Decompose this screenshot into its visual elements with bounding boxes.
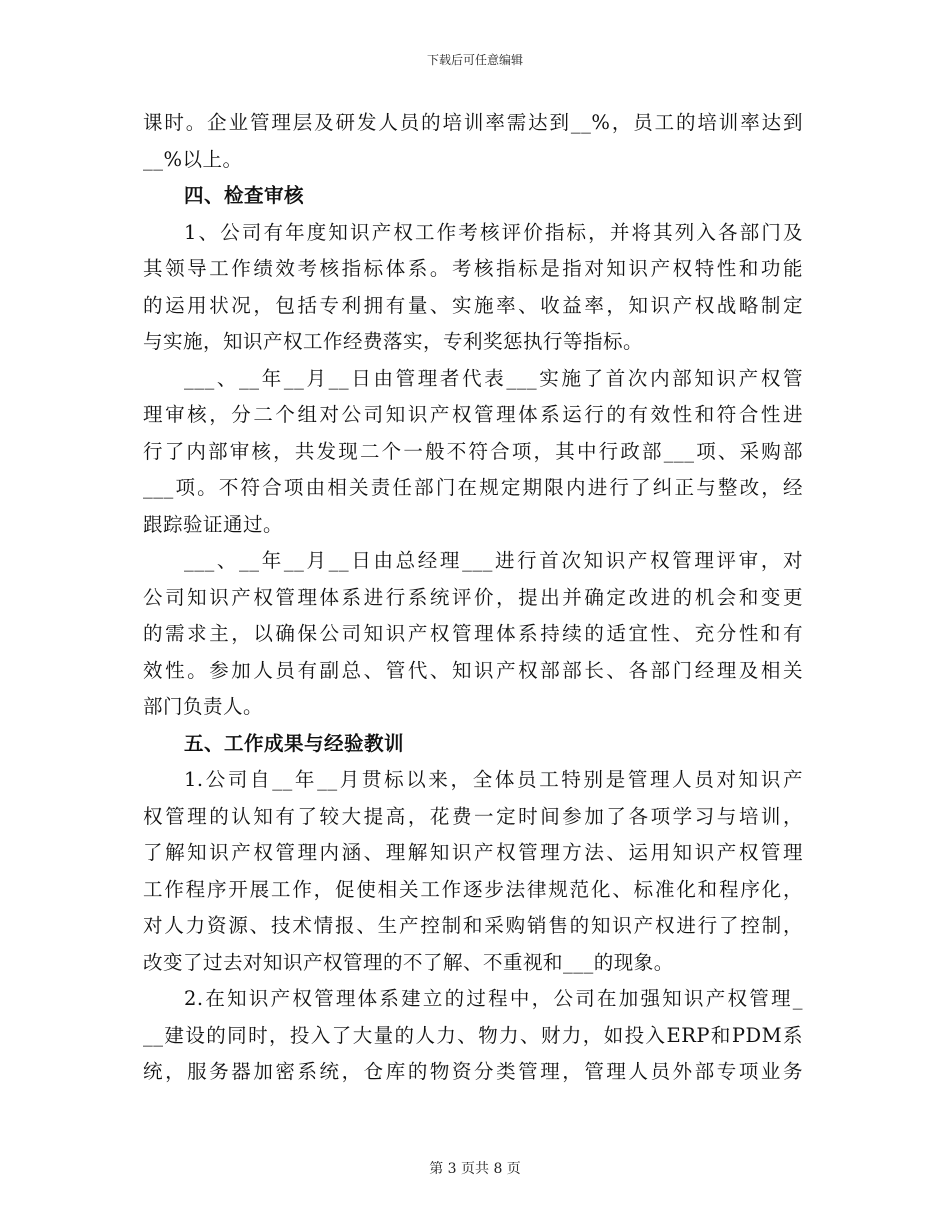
page-header: 下载后可任意编辑 bbox=[426, 53, 523, 67]
text-line: 与实施，知识产权工作经费落实，专利奖惩执行等指标。 bbox=[143, 330, 644, 353]
text-line: 1.公司自__年__月贯标以来，全体员工特别是管理人员对知识产 bbox=[184, 768, 803, 791]
text-line: 了解知识产权管理内涵、理解知识产权管理方法、运用知识产权管理 bbox=[143, 841, 803, 864]
text-line: 其领导工作绩效考核指标体系。考核指标是指对知识产权特性和功能 bbox=[143, 257, 803, 280]
text-line: 跟踪验证通过。 bbox=[143, 512, 284, 536]
text-line: ___、__年__月__日由总经理___进行首次知识产权管理评审，对 bbox=[184, 549, 803, 572]
text-line: 的需求主，以确保公司知识产权管理体系持续的适宜性、充分性和有 bbox=[143, 622, 803, 645]
text-line: 理审核，分二个组对公司知识产权管理体系运行的有效性和符合性进 bbox=[143, 403, 803, 426]
text-line: 公司知识产权管理体系进行系统评价，提出并确定改进的机会和变更 bbox=[143, 585, 803, 609]
text-line: 课时。企业管理层及研发人员的培训率需达到__%，员工的培训率达到 bbox=[143, 111, 803, 134]
text-line: 的运用状况，包括专利拥有量、实施率、收益率，知识产权战略制定 bbox=[143, 293, 803, 317]
text-line: ___、__年__月__日由管理者代表___实施了首次内部知识产权管 bbox=[184, 366, 803, 390]
page-number: 第 3 页共 8 页 bbox=[429, 1161, 521, 1177]
text-line: 统，服务器加密系统，仓库的物资分类管理，管理人员外部专项业务 bbox=[143, 1060, 803, 1083]
text-line: __建设的同时，投入了大量的人力、物力、财力，如投入ERP和PDM系 bbox=[143, 1023, 803, 1047]
document-body bbox=[143, 105, 803, 1091]
section-heading: 五、工作成果与经验教训 bbox=[184, 731, 405, 755]
text-line: 行了内部审核，共发现二个一般不符合项，其中行政部___项、采购部 bbox=[143, 439, 803, 463]
text-line: 权管理的认知有了较大提高，花费一定时间参加了各项学习与培训， bbox=[143, 804, 803, 828]
section-heading: 四、检查审核 bbox=[184, 184, 305, 207]
text-line: 2.在知识产权管理体系建立的过程中，公司在加强知识产权管理_ bbox=[184, 987, 803, 1010]
text-line: 效性。参加人员有副总、管代、知识产权部部长、各部门经理及相关 bbox=[143, 658, 803, 682]
text-line: __%以上。 bbox=[143, 147, 243, 171]
text-line: 1、公司有年度知识产权工作考核评价指标，并将其列入各部门及 bbox=[184, 220, 803, 244]
text-line: 部门负责人。 bbox=[143, 695, 264, 718]
text-line: ___项。不符合项由相关责任部门在规定期限内进行了纠正与整改，经 bbox=[143, 476, 803, 499]
text-line: 改变了过去对知识产权管理的不了解、不重视和___的现象。 bbox=[143, 950, 674, 974]
text-line: 对人力资源、技术情报、生产控制和采购销售的知识产权进行了控制， bbox=[143, 914, 803, 937]
text-line: 工作程序开展工作，促使相关工作逐步法律规范化、标准化和程序化， bbox=[143, 877, 803, 901]
